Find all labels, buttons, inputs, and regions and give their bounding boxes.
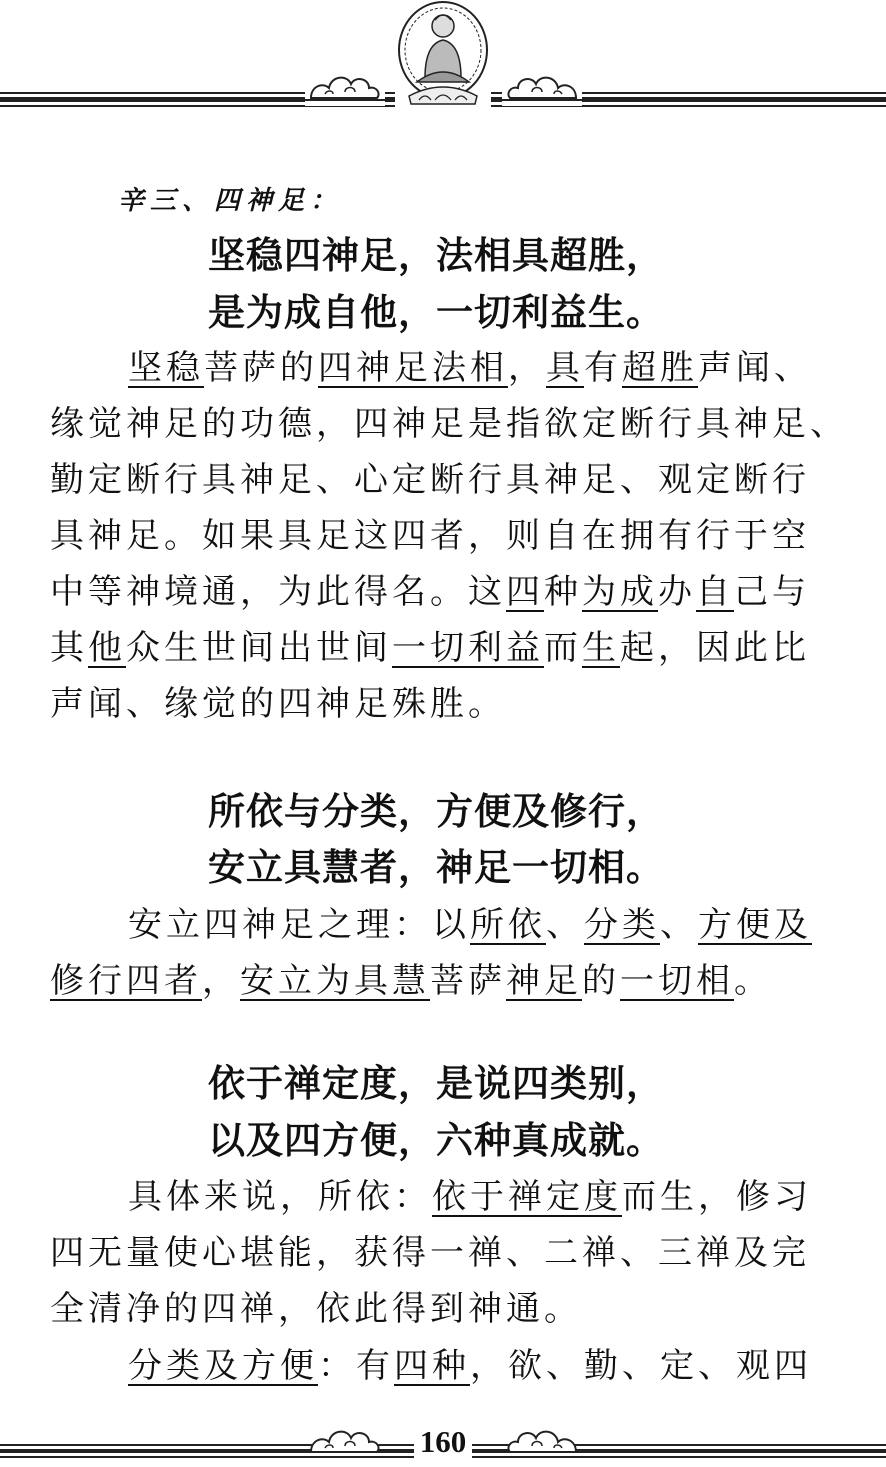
underlined-term: 为成	[582, 572, 658, 612]
underlined-term: 安立为具慧	[240, 961, 430, 1001]
text-run: 。	[734, 961, 772, 1001]
verse-line: 以及四方便，六种真成就。	[208, 1119, 664, 1162]
underlined-term: 一切相	[620, 961, 734, 1001]
paragraph-line	[50, 1225, 840, 1281]
text-run: 安立四神足之理：以	[128, 905, 470, 945]
commentary-paragraph	[50, 340, 848, 732]
underlined-term: 所依	[470, 905, 546, 945]
text-run: 、	[546, 905, 584, 945]
text-run: 众生世间出世间	[126, 628, 392, 668]
text-run: 菩萨	[430, 961, 506, 1001]
paragraph-line	[50, 953, 840, 1009]
underlined-term: 他	[88, 628, 126, 668]
underlined-term: 一切利益	[392, 628, 544, 668]
paragraph-line	[50, 396, 848, 452]
underlined-term: 超胜	[622, 348, 698, 388]
text-run: 声闻、缘觉的四神足殊胜。	[50, 684, 506, 724]
text-run: 而生，修习	[622, 1177, 812, 1217]
text-run: 缘觉神足的功德，四神足是指欲定断行具神足、	[50, 404, 848, 444]
text-run: ，	[202, 961, 240, 1001]
text-run: 有	[584, 348, 622, 388]
verse-line: 所依与分类，方便及修行，	[208, 790, 664, 833]
underlined-term: 生	[582, 628, 620, 668]
verse-line: 是为成自他，一切利益生。	[208, 291, 664, 334]
text-run: 办	[658, 572, 696, 612]
paragraph-line	[50, 1281, 840, 1337]
paragraph-line	[50, 620, 840, 676]
buddha-emblem-icon	[395, 0, 491, 110]
verse-line: 依于禅定度，是说四类别，	[208, 1062, 664, 1105]
verse-line: 安立具慧者，神足一切相。	[208, 846, 664, 889]
commentary-paragraph	[50, 1338, 840, 1394]
commentary-paragraph	[50, 897, 840, 1009]
text-run: 己与	[734, 572, 810, 612]
text-run: 菩萨的	[204, 348, 318, 388]
underlined-term: 四种	[394, 1346, 470, 1386]
paragraph-line	[50, 897, 840, 953]
cloud-ornament-icon	[305, 66, 385, 106]
text-run: 中等神境通，为此得名。这	[50, 572, 506, 612]
paragraph-line	[50, 508, 840, 564]
text-run: 而	[544, 628, 582, 668]
text-run: ：有	[318, 1346, 394, 1386]
underlined-term: 神足	[506, 961, 582, 1001]
underlined-term: 修行四者	[50, 961, 202, 1001]
text-run: 四无量使心堪能，获得一禅、二禅、三禅及完	[50, 1233, 810, 1273]
cloud-ornament-icon	[502, 66, 582, 106]
underlined-term: 具	[546, 348, 584, 388]
underlined-term: 坚稳	[128, 348, 204, 388]
text-run: 、	[660, 905, 698, 945]
paragraph-line	[50, 452, 840, 508]
text-run: 种	[544, 572, 582, 612]
page-number: 160	[414, 1424, 473, 1459]
underlined-term: 分类及方便	[128, 1346, 318, 1386]
text-run: 的	[582, 961, 620, 1001]
text-run: 声闻、	[698, 348, 812, 388]
underlined-term: 方便及	[698, 905, 812, 945]
underlined-term: 四	[506, 572, 544, 612]
section-heading: 辛三、四神足：	[118, 186, 343, 216]
text-run: ，	[508, 348, 546, 388]
paragraph-line	[50, 564, 840, 620]
page-number-wrap	[0, 1424, 886, 1460]
text-run: 全清净的四禅，依此得到神通。	[50, 1289, 582, 1329]
verse-line: 坚稳四神足，法相具超胜，	[208, 234, 664, 277]
underlined-term: 四神足法相	[318, 348, 508, 388]
text-run: 具神足。如果具足这四者，则自在拥有行于空	[50, 516, 810, 556]
text-run: 勤定断行具神足、心定断行具神足、观定断行	[50, 460, 810, 500]
paragraph-line	[50, 1169, 840, 1225]
text-run: 其	[50, 628, 88, 668]
underlined-term: 分类	[584, 905, 660, 945]
underlined-term: 自	[696, 572, 734, 612]
text-run: 起，因此比	[620, 628, 810, 668]
paragraph-line	[50, 676, 840, 732]
text-run: 具体来说，所依：	[128, 1177, 432, 1217]
underlined-term: 依于禅定度	[432, 1177, 622, 1217]
commentary-paragraph	[50, 1169, 840, 1337]
paragraph-line	[50, 340, 840, 396]
paragraph-line	[50, 1338, 840, 1394]
text-run: ，欲、勤、定、观四	[470, 1346, 812, 1386]
